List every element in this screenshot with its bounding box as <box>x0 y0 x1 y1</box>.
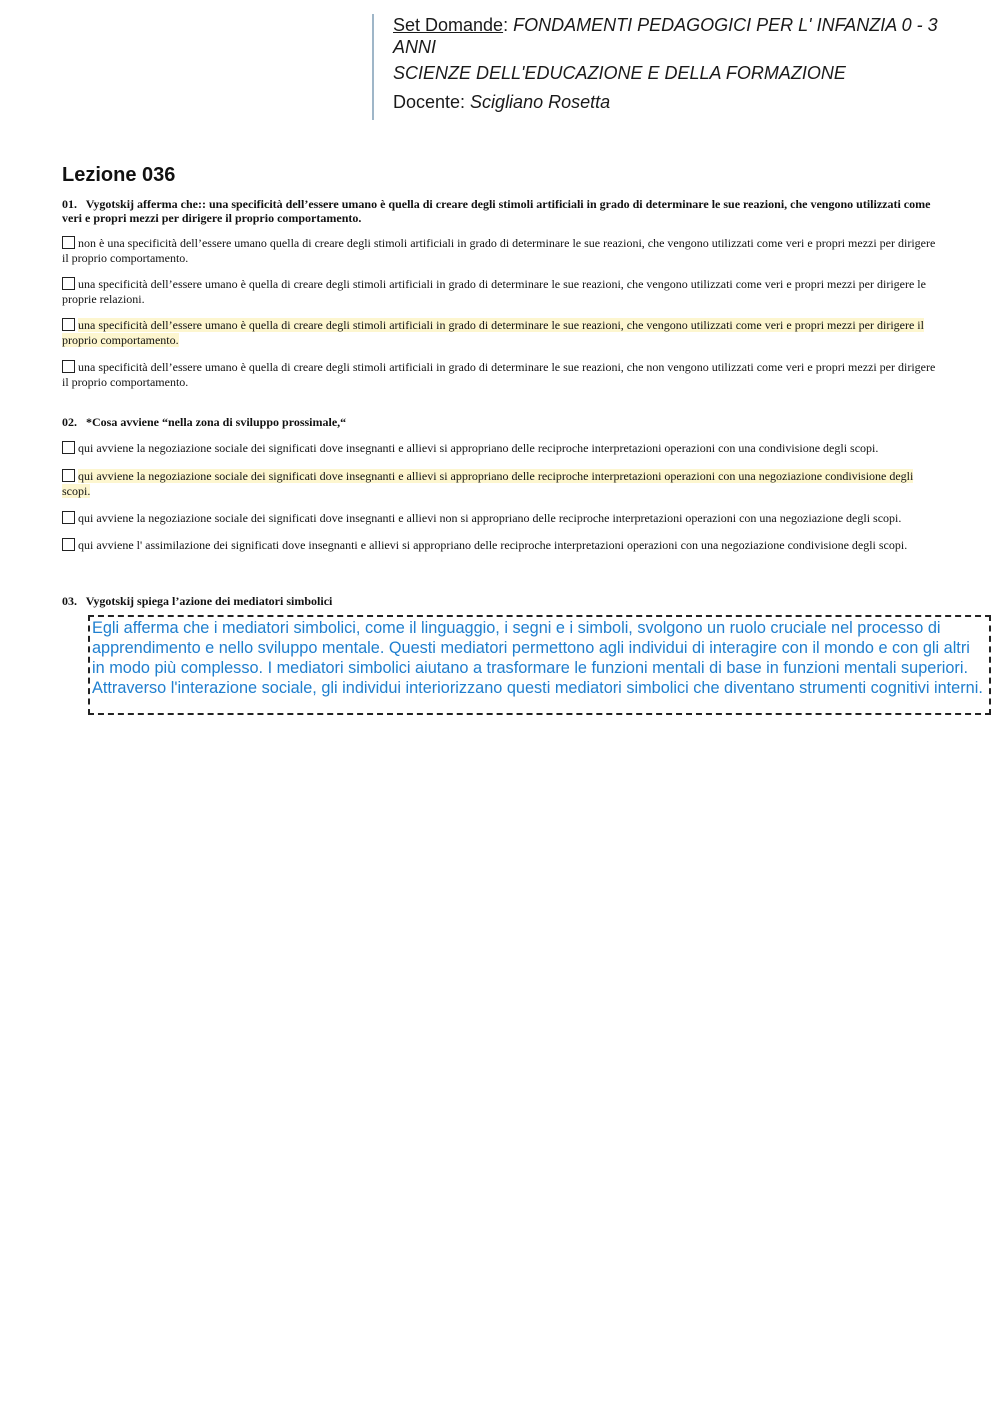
option-text: una specificità dell’essere umano è quella di creare degli stimoli artificiali in grado di determinare le sue reazioni, che vengono utilizzati come veri e propri mezzi per dirigere il proprio comportamento. <box>62 318 924 347</box>
option-text: qui avviene la negoziazione sociale dei significati dove insegnanti e allievi si appropriano delle reciproche interpretazioni operazioni con una negoziazione condivisione degli scopi. <box>62 469 914 498</box>
question-text: Vygotskij afferma che:: una specificità dell’essere umano è quella di creare degli stimoli artificiali in grado di determinare le sue reazioni, che vengono utilizzati come veri e propri mezzi per dirigere il proprio comportamento. <box>62 197 931 225</box>
answer-text-box[interactable] <box>88 615 991 715</box>
option-q1-c <box>62 318 942 348</box>
option-text: non è una specificità dell’essere umano quella di creare degli stimoli artificiali in grado di determinare le sue reazioni, che vengono utilizzati come veri e propri mezzi per dirigere il proprio comportamento. <box>62 236 936 265</box>
teacher-label: Docente: <box>393 92 471 112</box>
question-number: 01. <box>62 197 77 211</box>
option-q1-a <box>62 236 942 266</box>
document-header <box>372 14 982 120</box>
option-q2-c <box>62 511 942 526</box>
question-text: Vygotskij spiega l’azione dei mediatori simbolici <box>85 594 333 608</box>
lesson-title: Lezione 036 <box>62 164 176 186</box>
checkbox[interactable] <box>62 469 75 482</box>
checkbox[interactable] <box>62 277 75 290</box>
set-separator: : <box>503 15 514 35</box>
checkbox[interactable] <box>62 236 75 249</box>
checkbox[interactable] <box>62 318 75 331</box>
option-q2-a <box>62 441 942 456</box>
question-text: *Cosa avviene “nella zona di sviluppo prossimale,“ <box>86 415 347 429</box>
option-text: qui avviene la negoziazione sociale dei significati dove insegnanti e allievi si appropriano delle reciproche interpretazioni operazioni con una condivisione degli scopi. <box>78 441 879 455</box>
option-q1-d <box>62 360 942 390</box>
option-text: qui avviene la negoziazione sociale dei significati dove insegnanti e allievi non si appropriano delle reciproche interpretazioni operazioni con una negoziazione degli scopi. <box>78 511 902 525</box>
course-title: FONDAMENTI PEDAGOGICI PER L' INFANZIA 0 - 3 ANNI <box>393 15 938 57</box>
option-text: qui avviene l' assimilazione dei significati dove insegnanti e allievi si appropriano delle reciproche interpretazioni operazioni con una negoziazione condivisione degli scopi. <box>78 538 908 552</box>
course-line <box>393 14 982 58</box>
option-text: una specificità dell’essere umano è quella di creare degli stimoli artificiali in grado di determinare le sue reazioni, che vengono utilizzati come veri e propri mezzi per dirigere le proprie relazioni. <box>62 277 926 306</box>
question-01 <box>62 197 942 225</box>
checkbox[interactable] <box>62 441 75 454</box>
question-number: 02. <box>62 415 77 429</box>
teacher-name: Scigliano Rosetta <box>470 92 611 112</box>
faculty-name: SCIENZE DELL'EDUCAZIONE E DELLA FORMAZIONE <box>393 63 846 83</box>
checkbox[interactable] <box>62 360 75 373</box>
teacher-line <box>393 91 982 113</box>
answer-text: Egli afferma che i mediatori simbolici, come il linguaggio, i segni e i simboli, svolgono un ruolo cruciale nel processo di apprendimento e nello sviluppo mentale. Questi mediatori permettono agli individui di interagire con il mondo e con gli altri in modo più complesso. I mediatori simbolici aiutano a trasformare le funzioni mentali di base in funzioni mentali superiori. Attraverso l'interazione sociale, gli individui interiorizzano questi mediatori simbolici che diventano strumenti cognitivi interni. <box>92 619 983 697</box>
checkbox[interactable] <box>62 511 75 524</box>
option-text: una specificità dell’essere umano è quella di creare degli stimoli artificiali in grado di determinare le sue reazioni, che non vengono utilizzati come veri e propri mezzi per dirigere il proprio comportamento. <box>62 360 936 389</box>
checkbox[interactable] <box>62 538 75 551</box>
question-03 <box>62 594 942 608</box>
option-q1-b <box>62 277 942 307</box>
question-number: 03. <box>62 594 77 608</box>
option-q2-b <box>62 469 942 499</box>
question-02 <box>62 415 942 429</box>
option-q2-d <box>62 538 942 553</box>
set-label: Set Domande <box>393 15 504 35</box>
